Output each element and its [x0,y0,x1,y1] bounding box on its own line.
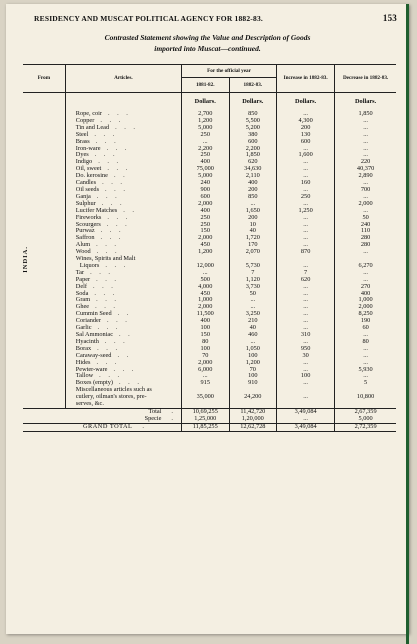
article-text: Saffron [75,234,95,242]
value-decrease: 8,250 [335,311,396,318]
value-increase: ... [277,201,335,208]
value-decrease: ... [335,332,396,339]
value-1882-83: 620 [229,159,277,166]
page-edge [406,4,409,644]
value-1882-83: ... [229,201,277,208]
article-text: Steel [75,130,89,138]
article-text: Tin and Lead [75,123,110,131]
leader-dots: . . . [104,337,128,345]
value-1882-83: 70 [229,367,277,374]
value-1882-83: ... [229,339,277,346]
value-1882-83: 380 [229,132,277,139]
value-increase: ... [277,187,335,194]
value-increase: 600 [277,139,335,146]
value-1881-82: 600 [181,194,229,201]
value-decrease: 400 [335,291,396,298]
leader-dots: . . . [90,268,113,276]
value-1881-82: ... [181,373,229,380]
table-body [23,111,396,408]
value-1881-82: 900 [181,187,229,194]
value-decrease: ... [335,152,396,159]
article-text: Oil seeds [75,185,100,193]
col-header-official-year: For the official year [181,65,276,78]
value-decrease: ... [335,139,396,146]
caption-line-2: imported into Muscat—continued. [154,44,261,53]
leader-dots: . . . [94,130,118,138]
value-decrease: 2,000 [335,304,396,311]
value-1881-82: 5,000 [181,173,229,180]
article-text: Hides [75,358,91,366]
value-increase: ... [277,242,335,249]
value-decrease: 1,850 [335,111,396,118]
value-increase: ... [277,215,335,222]
leader-dots: . . . [96,192,120,200]
value-increase: ... [277,394,335,401]
article-text: Soda [75,289,89,297]
leader-dots: . . . [100,227,124,235]
col-header-1881-82: 1881-82. [181,78,229,93]
table-totals [23,408,396,431]
value-increase: ... [277,325,335,332]
total-increase: 3,49,084 [277,423,335,431]
value-1882-83: 850 [229,194,277,201]
value-1881-82: 250 [181,132,229,139]
value-1881-82: 400 [181,208,229,215]
value-1882-83: 50 [229,291,277,298]
article-text: Fireworks [75,213,102,221]
unit-label: Dollars. [335,93,396,112]
value-increase: ... [277,222,335,229]
value-increase: 620 [277,277,335,284]
value-increase: ... [277,159,335,166]
leader-dots: . . . [100,116,124,124]
value-1882-83: 200 [229,215,277,222]
leader-dots: . . . [107,165,131,173]
col-header-articles: Articles. [65,65,181,93]
value-1881-82: ... [181,270,229,277]
value-1882-83: 200 [229,187,277,194]
leader-dots: . . . [97,324,121,332]
value-1881-82: 5,000 [181,125,229,132]
value-1881-82: 80 [181,339,229,346]
value-1882-83: 1,850 [229,152,277,159]
leader-dots: . . . [119,379,142,387]
leader-dots: . [171,407,173,415]
value-1882-83: 600 [229,139,277,146]
value-decrease: ... [335,180,396,187]
article-text: serves, &c. [75,400,104,408]
value-1881-82: 11,500 [181,311,229,318]
value-decrease: 6,270 [335,263,396,270]
leader-dots: . . . [94,289,118,297]
value-1881-82: 150 [181,228,229,235]
value-increase: 1,600 [277,152,335,159]
value-decrease: ... [335,249,396,256]
value-increase: 160 [277,180,335,187]
value-increase: ... [277,360,335,367]
total-1881-82: 10,69,255 [181,408,229,415]
article-text: Brass [75,137,90,145]
value-1882-83: 170 [229,242,277,249]
article-text: Lucifer Matches [75,206,118,214]
leader-dots: . . . [105,261,129,269]
value-decrease: 190 [335,318,396,325]
value-1881-82: 2,000 [181,304,229,311]
leader-dots: . . . [113,365,137,373]
leader-dots: . . [117,351,132,359]
value-1882-83: 910 [229,380,277,387]
value-increase: ... [277,228,335,235]
total-label-cell [23,423,181,431]
from-label-cell [23,111,65,408]
value-1882-83: 24,200 [229,394,277,401]
value-1881-82: 250 [181,215,229,222]
value-1882-83: 1,720 [229,235,277,242]
value-decrease: ... [335,270,396,277]
article-text: cutlery, oilman's stores, pre- [75,393,147,401]
article-text: Caraway-seed [75,351,112,359]
total-decrease: 2,67,359 [335,408,396,415]
value-1882-83: 2,070 [229,249,277,256]
leader-dots: . . . [115,123,138,131]
total-label: Total [148,407,162,415]
value-increase: 130 [277,132,335,139]
value-1881-82: 6,000 [181,367,229,374]
value-decrease: ... [335,125,396,132]
value-1881-82: 1,000 [181,297,229,304]
leader-dots: . . . [96,358,120,366]
value-increase: 250 [277,194,335,201]
value-1881-82: 2,000 [181,201,229,208]
value-decrease: ... [335,353,396,360]
value-decrease: ... [335,208,396,215]
article-name [65,401,181,408]
leader-dots: . . . [100,234,124,242]
article-text: Liquors [79,261,100,269]
article-text: Wood [75,248,91,256]
imports-table [23,64,396,432]
value-1882-83: 1,120 [229,277,277,284]
value-1882-83: 5,500 [229,118,277,125]
value-decrease: 60 [335,325,396,332]
value-1881-82: 1,200 [181,118,229,125]
value-decrease: ... [335,373,396,380]
value-decrease: 40,370 [335,166,396,173]
value-decrease: 240 [335,222,396,229]
value-1882-83: 40 [229,228,277,235]
value-1881-82: 400 [181,159,229,166]
value-increase: ... [277,339,335,346]
leader-dots: . . . [95,303,118,311]
leader-dots: . . . [108,110,131,117]
leader-dots: . . . [96,296,119,304]
article-text: Do. kerosine [75,172,108,180]
value-increase: ... [277,311,335,318]
leader-dots: . . [117,310,132,318]
value-1881-82: 2,000 [181,360,229,367]
leader-dots: . . . [106,144,130,152]
value-increase: 310 [277,332,335,339]
value-1882-83: 10 [229,222,277,229]
article-text: Delf [75,282,87,290]
value-increase: ... [277,367,335,374]
leader-dots: . [142,422,144,430]
article-text: Alum [75,241,91,249]
value-decrease: ... [335,277,396,284]
article-text: Oil, sweet [75,165,102,173]
article-text: Ganja [75,192,91,200]
leader-dots: . . . [94,151,118,159]
article-text: Wines, Spirits and Malt [75,255,136,263]
value-1882-83: 1,650 [229,208,277,215]
value-1882-83: 100 [229,353,277,360]
value-1881-82: 2,000 [181,235,229,242]
value-1882-83: 2,200 [229,146,277,153]
value-1882-83: ... [229,297,277,304]
value-decrease: 5 [335,380,396,387]
value-1882-83: 100 [229,373,277,380]
value-1882-83: 3,730 [229,284,277,291]
value-decrease: 110 [335,228,396,235]
from-label: INDIA. [22,246,29,273]
value-1881-82: 35,000 [181,394,229,401]
value-increase: 30 [277,353,335,360]
value-decrease: ... [335,146,396,153]
value-1881-82: 450 [181,242,229,249]
article-text: Sal Ammoniac [75,331,114,338]
value-1881-82: 100 [181,325,229,332]
value-increase: ... [277,263,335,270]
value-1881-82: 150 [181,332,229,339]
leader-dots: . . . [98,158,122,166]
value-decrease: 700 [335,187,396,194]
value-increase: ... [277,318,335,325]
value-1881-82: 100 [181,346,229,353]
table-caption [16,32,399,54]
value-1881-82: 400 [181,318,229,325]
col-header-decrease: Decrease in 1882-83. [335,65,396,93]
total-increase: ... [277,416,335,423]
article-text: Hyacinth [75,337,99,345]
article-text: Boxes (empty) [75,379,114,387]
article-text: Ghee [75,303,90,311]
value-decrease: ... [335,194,396,201]
unit-label: Dollars. [277,93,335,112]
leader-dots: . [171,414,173,422]
article-text: Pewter-ware [75,365,108,373]
value-1881-82: 12,000 [181,263,229,270]
value-1882-83: 850 [229,111,277,118]
article-text: Paper [75,275,91,283]
value-1882-83: 3,250 [229,311,277,318]
document-page [6,4,409,634]
value-increase: ... [277,146,335,153]
value-increase: ... [277,284,335,291]
value-1882-83: 1,200 [229,360,277,367]
value-increase: 950 [277,346,335,353]
value-1882-83: 460 [229,332,277,339]
value-decrease: ... [335,132,396,139]
article-text: Purwaz [75,227,95,235]
article-text: Candles [75,179,97,187]
total-increase: 3,49,084 [277,408,335,415]
value-1882-83: 5,730 [229,263,277,270]
value-decrease: 1,000 [335,297,396,304]
article-text: Rope, coir [75,110,102,117]
value-increase: ... [277,235,335,242]
value-1882-83: 400 [229,180,277,187]
article-text: Miscellaneous articles such as [75,386,152,394]
value-1881-82: 240 [181,180,229,187]
value-decrease: 50 [335,215,396,222]
article-text: Borax [75,344,92,352]
leader-dots: . . [123,206,137,214]
value-1882-83: 1,050 [229,346,277,353]
value-1882-83: 7 [229,270,277,277]
total-1882-83: 11,42,720 [229,408,277,415]
leader-dots: . . . [92,282,116,290]
value-increase: 1,250 [277,208,335,215]
value-increase: ... [277,166,335,173]
grand-total-row [23,423,396,431]
value-increase: 100 [277,373,335,380]
total-1881-82: 1,25,000 [181,416,229,423]
leader-dots: . . . [101,199,125,207]
leader-dots: . . . [105,185,128,193]
value-1882-83: 210 [229,318,277,325]
value-increase: ... [277,291,335,298]
value-1881-82: 250 [181,222,229,229]
leader-dots: . . . [96,241,119,249]
value-decrease: 2,000 [335,201,396,208]
value-1881-82: 70 [181,353,229,360]
value-increase: 7 [277,270,335,277]
value-1882-83: 40 [229,325,277,332]
value-1881-82: 1,200 [181,249,229,256]
value-increase: ... [277,297,335,304]
col-header-increase: Increase in 1882-83. [277,65,335,93]
col-header-1882-83: 1882-83. [229,78,277,93]
value-1882-83: 5,200 [229,125,277,132]
unit-label: Dollars. [181,93,229,112]
value-increase: ... [277,173,335,180]
caption-line-1: Contrasted Statement showing the Value and Description of Goods [104,33,311,42]
value-1881-82: ... [181,139,229,146]
value-1881-82: 915 [181,380,229,387]
value-decrease: 10,800 [335,394,396,401]
header-title: RESIDENCY AND MUSCAT POLITICAL AGENCY FOR 1882-83. [34,14,263,23]
article-text: Indigo [75,158,93,166]
value-1881-82: 2,200 [181,146,229,153]
value-increase: ... [277,304,335,311]
value-1882-83: ... [229,304,277,311]
value-decrease: 280 [335,242,396,249]
article-text: Coriander [75,317,101,325]
leader-dots: . . . [107,213,131,221]
total-decrease: 2,72,359 [335,423,396,431]
value-decrease: 5,930 [335,367,396,374]
article-text: Copper [75,116,95,124]
total-1881-82: 11,85,255 [181,423,229,431]
value-decrease: 80 [335,339,396,346]
article-text: Scourgers [75,220,101,228]
leader-dots: . . . [96,275,119,283]
value-decrease: 270 [335,284,396,291]
value-increase: ... [277,380,335,387]
page-number: 153 [382,13,397,23]
leader-dots: . . . [99,372,123,380]
value-increase: 870 [277,249,335,256]
leader-dots: . . . [97,344,121,352]
total-1882-83: 1,20,000 [229,416,277,423]
article-text: Iron-ware [75,144,101,152]
value-increase: ... [277,111,335,118]
article-text: Cummin Seed [75,310,112,318]
leader-dots: . . . [102,179,125,187]
total-1882-83: 12,62,728 [229,423,277,431]
value-1881-82: 250 [181,152,229,159]
value-1882-83: 34,630 [229,166,277,173]
article-text: Tallow [75,372,94,380]
value-1881-82: 75,000 [181,166,229,173]
article-text: Dyes [75,151,89,159]
value-increase: 200 [277,125,335,132]
article-text: Garlic [75,324,92,332]
value-decrease: 280 [335,235,396,242]
value-1881-82: 4,000 [181,284,229,291]
value-1882-83: 2,110 [229,173,277,180]
unit-label: Dollars. [229,93,277,112]
leader-dots: . . [119,331,133,338]
value-1881-82: 450 [181,291,229,298]
leader-dots: . . [113,172,128,180]
leader-dots: . . . [96,248,120,256]
leader-dots: . . . [106,317,130,325]
total-label: Specie [144,414,162,422]
value-increase: 4,300 [277,118,335,125]
article-text: Tar [75,268,85,276]
value-decrease: ... [335,346,396,353]
article-text: Gram [75,296,91,304]
col-header-from: From [23,65,65,93]
leader-dots: . . . [106,220,130,228]
value-decrease: ... [335,118,396,125]
leader-dots: . . . [95,137,119,145]
total-decrease: 5,000 [335,416,396,423]
value-1881-82: 500 [181,277,229,284]
value-decrease: 220 [335,159,396,166]
value-decrease: ... [335,360,396,367]
value-decrease: 2,890 [335,173,396,180]
article-text: Sulphur [75,199,96,207]
total-label: GRAND TOTAL [83,422,133,430]
value-1881-82: 2,700 [181,111,229,118]
